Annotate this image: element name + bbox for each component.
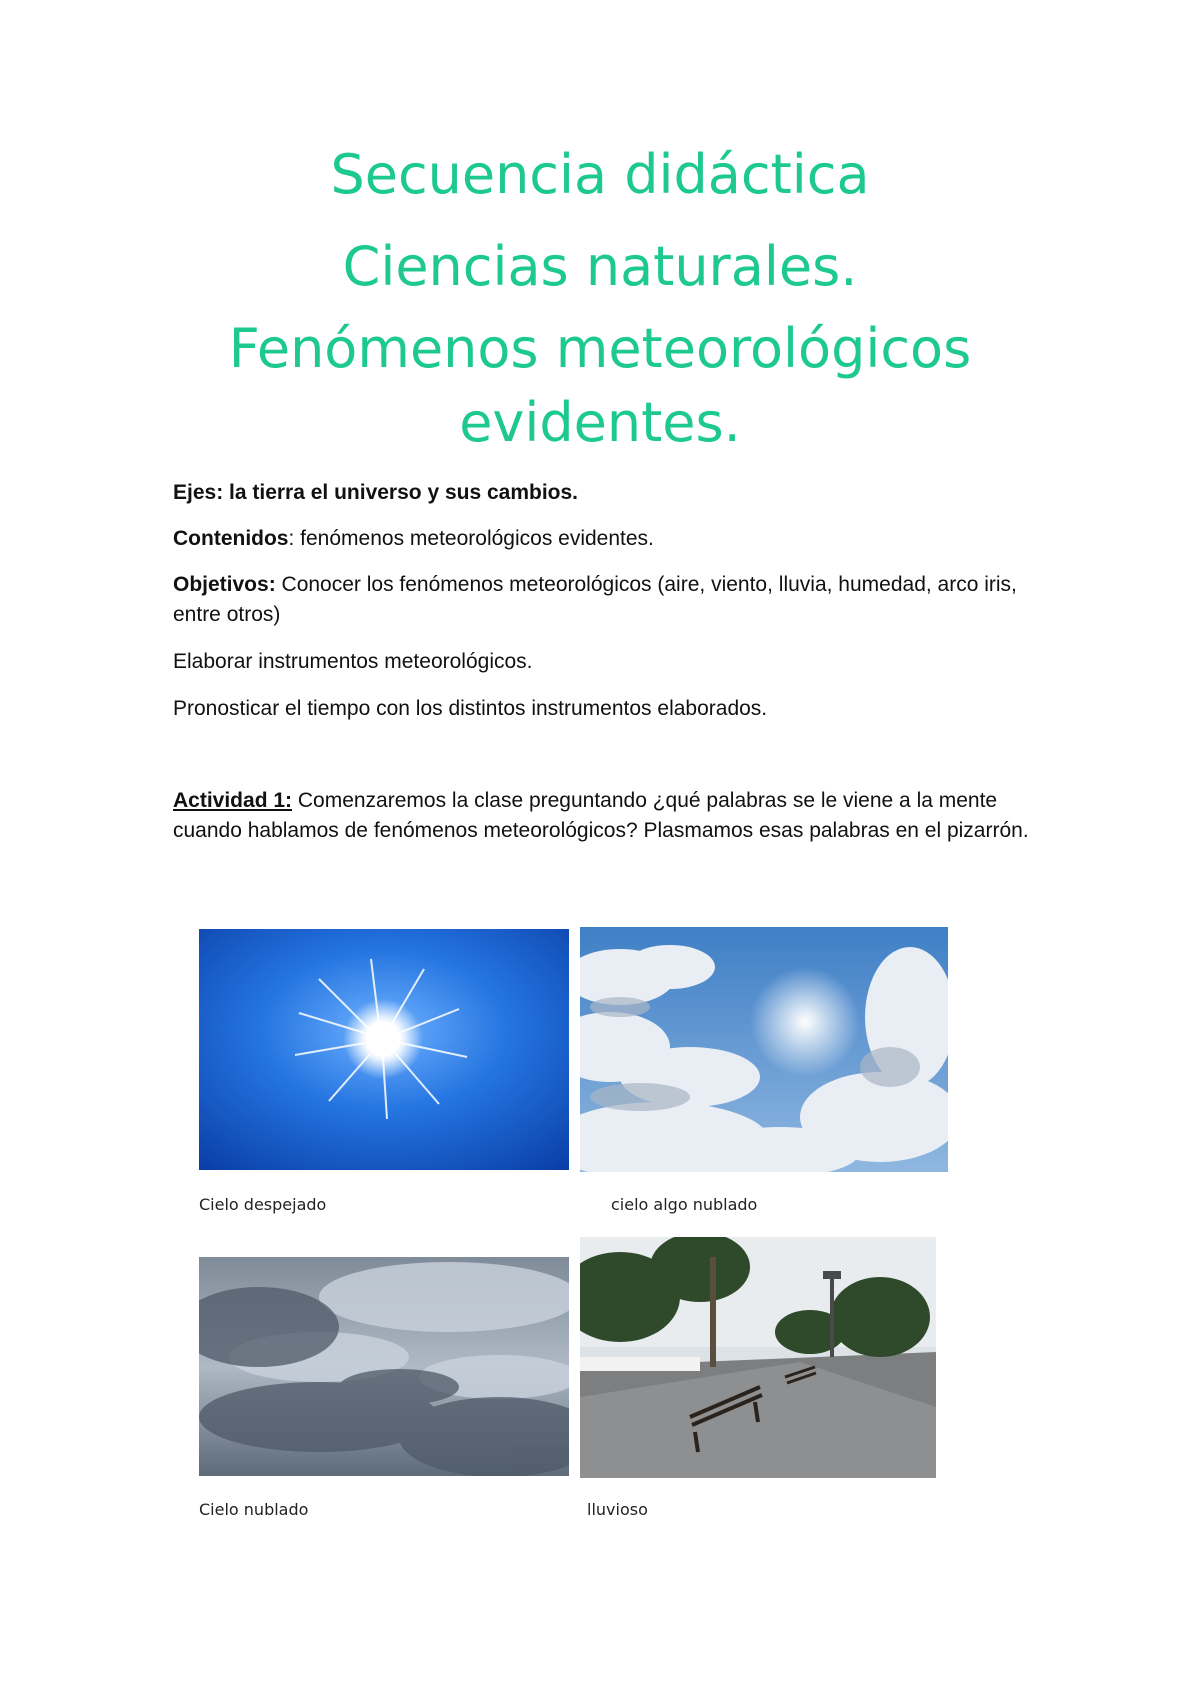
actividad-1-label: Actividad 1: [173,789,293,812]
title-line-4: evidentes. [459,391,741,454]
caption-cloudy: Cielo nublado [199,1500,309,1519]
objetivos-paragraph [173,570,1053,630]
rainy-street-photo [580,1237,936,1478]
objetivos-item-2: Elaborar instrumentos meteorológicos. [173,650,533,673]
objetivos-item-3: Pronosticar el tiempo con los distintos instrumentos elaborados. [173,697,768,720]
ejes-text: Ejes: la tierra el universo y sus cambios. [173,481,579,504]
actividad-1-paragraph [173,786,1053,846]
title-line-3: Fenómenos meteorológicos [228,317,972,380]
title-line-1: Secuencia didáctica [330,143,870,206]
actividad-1-text: Comenzaremos la clase preguntando ¿qué palabras se le viene a la mente cuando hablamos de fenómenos meteorológicos? Plasmamos esas palabras en el pizarrón. [173,789,1029,842]
caption-clear-sky: Cielo despejado [199,1195,327,1214]
clear-sky-photo [199,929,569,1170]
title-line-2: Ciencias naturales. [342,235,858,298]
caption-rainy: lluvioso [587,1500,648,1519]
objetivos-text: Conocer los fenómenos meteorológicos (aire, viento, lluvia, humedad, arco iris, entre otros) [173,573,1017,626]
contenidos-paragraph [173,524,1053,554]
cloudy-sky-photo [199,1257,569,1476]
partly-cloudy-photo [580,927,948,1172]
contenidos-text: : fenómenos meteorológicos evidentes. [288,527,654,550]
contenidos-label: Contenidos [173,527,289,550]
objetivos-label: Objetivos: [173,573,276,596]
caption-partly-cloudy: cielo algo nublado [611,1195,758,1214]
